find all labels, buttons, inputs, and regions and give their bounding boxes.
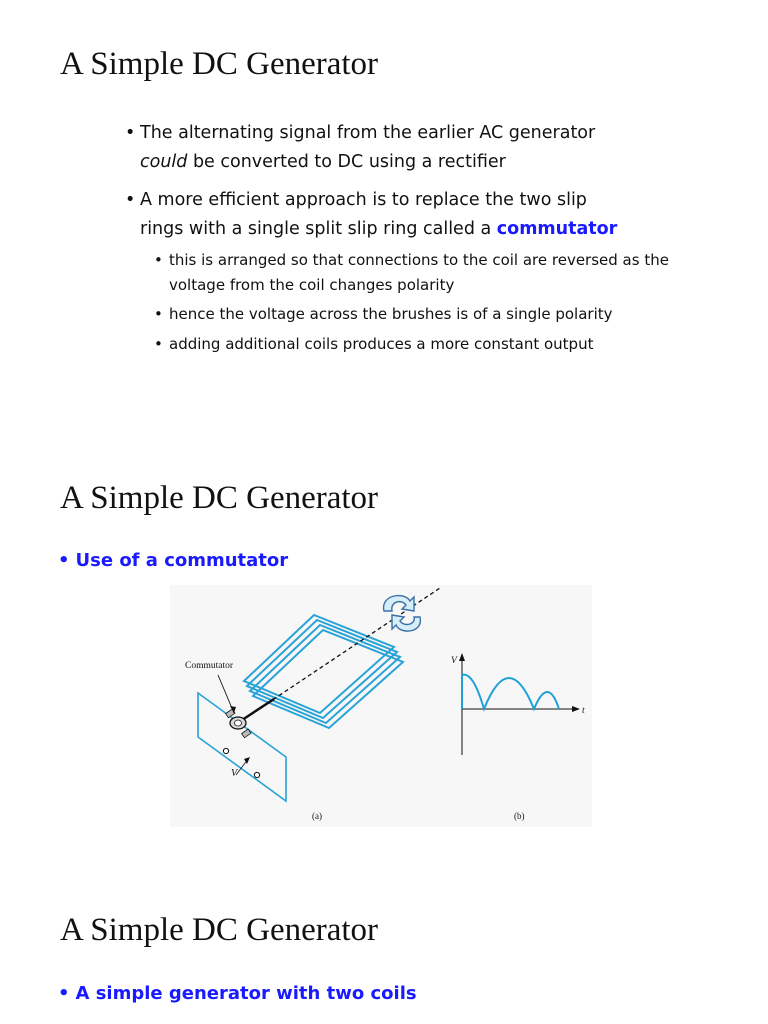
- bullet-dot: •: [154, 305, 163, 323]
- slide-title: A Simple DC Generator: [60, 912, 379, 948]
- commutator-label: Commutator: [185, 661, 234, 671]
- slide-title: A Simple DC Generator: [60, 480, 379, 516]
- sub-bullet-text: this is arranged so that connections to the coil are reversed as the voltage from the coil changes polarity: [169, 251, 669, 294]
- bullet-item: [125, 186, 685, 244]
- graph-t-label: t: [582, 706, 585, 716]
- figure-background: [170, 585, 592, 827]
- bullet-text: rings with a single split slip ring called a: [140, 219, 497, 239]
- bullet-dot: •: [154, 335, 163, 353]
- bullet-text: be converted to DC using a rectifier: [187, 152, 506, 172]
- sub-bullet-item: [154, 332, 694, 357]
- sub-bullet-text: adding additional coils produces a more constant output: [169, 335, 594, 353]
- caption-a: (a): [312, 811, 322, 821]
- terminal: [254, 772, 259, 777]
- dc-generator-diagram: [170, 585, 592, 827]
- graph-v-label: V: [451, 656, 457, 666]
- bullet-item: [125, 119, 685, 177]
- dc-generator-figure: [170, 585, 592, 827]
- sub-bullet-text: hence the voltage across the brushes is of a single polarity: [169, 305, 613, 323]
- bullet-text: Use of a commutator: [75, 550, 289, 571]
- voltage-label: V: [231, 768, 238, 779]
- highlight-term: commutator: [496, 219, 618, 239]
- slide-title: A Simple DC Generator: [60, 46, 379, 82]
- sub-bullet-item: [154, 248, 694, 298]
- bullet-item: [58, 983, 417, 1004]
- bullet-text: A more efficient approach is to replace the two slip: [140, 190, 587, 210]
- bullet-dot: •: [58, 983, 70, 1004]
- caption-b: (b): [514, 811, 525, 821]
- terminal: [223, 748, 228, 753]
- bullet-dot: •: [154, 251, 163, 269]
- bullet-text: A simple generator with two coils: [75, 983, 417, 1004]
- bullet-text: The alternating signal from the earlier AC generator: [140, 123, 596, 143]
- bullet-dot: •: [58, 550, 70, 571]
- bullet-item: [58, 550, 288, 571]
- bullet-text-emphasis: could: [140, 152, 188, 172]
- sub-bullet-item: [154, 302, 694, 327]
- bullet-dot: •: [125, 190, 136, 210]
- bullet-dot: •: [125, 123, 136, 143]
